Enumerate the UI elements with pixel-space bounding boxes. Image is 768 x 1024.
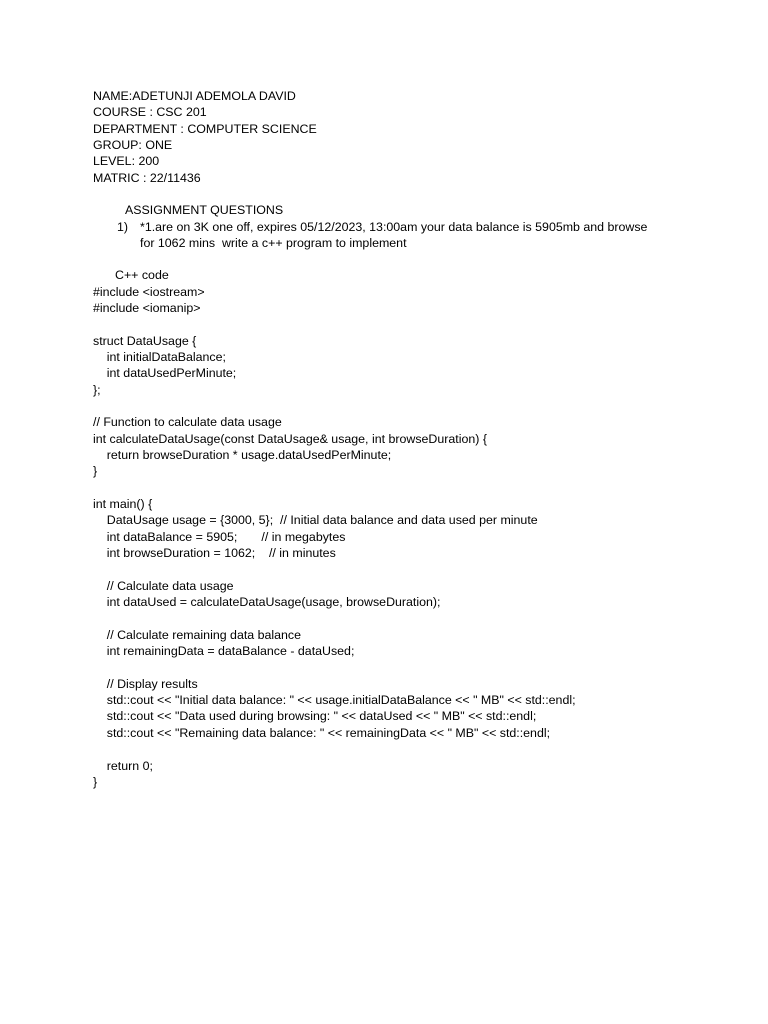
group-line: GROUP: ONE (93, 138, 173, 152)
code-line: // Calculate remaining data balance (93, 628, 302, 642)
code-label: C++ code (115, 268, 169, 282)
code-line: // Calculate data usage (93, 579, 234, 593)
code-line: return browseDuration * usage.dataUsedPerMinute; (93, 448, 392, 462)
matric-line: MATRIC : 22/11436 (93, 171, 201, 185)
code-line: #include <iostream> (93, 285, 205, 299)
code-line: } (93, 464, 98, 478)
code-line: std::cout << "Remaining data balance: " << remainingData << " MB" << std::endl; (93, 726, 551, 740)
code-line: int dataUsedPerMinute; (93, 366, 237, 380)
code-line: int main() { (93, 497, 153, 511)
code-line: }; (93, 383, 101, 397)
code-line: #include <iomanip> (93, 301, 201, 315)
code-line: std::cout << "Data used during browsing: " << dataUsed << " MB" << std::endl; (93, 709, 537, 723)
code-line: DataUsage usage = {3000, 5}; // Initial data balance and data used per minute (93, 513, 538, 527)
code-line: } (93, 775, 98, 789)
code-line: int calculateDataUsage(const DataUsage& usage, int browseDuration) { (93, 432, 487, 446)
code-line: struct DataUsage { (93, 334, 197, 348)
assignment-heading: ASSIGNMENT QUESTIONS (125, 203, 284, 217)
question-number: 1) (117, 220, 129, 234)
department-line: DEPARTMENT : COMPUTER SCIENCE (93, 122, 317, 136)
code-line: // Function to calculate data usage (93, 415, 282, 429)
level-line: LEVEL: 200 (93, 154, 160, 168)
code-line: return 0; (93, 759, 153, 773)
question-text-line-2: for 1062 mins write a c++ program to implement (140, 236, 407, 250)
code-line: int remainingData = dataBalance - dataUsed; (93, 644, 355, 658)
code-line: int browseDuration = 1062; // in minutes (93, 546, 336, 560)
code-line: int dataBalance = 5905; // in megabytes (93, 530, 346, 544)
student-name: NAME:ADETUNJI ADEMOLA DAVID (93, 89, 296, 103)
question-text-line-1: *1.are on 3K one off, expires 05/12/2023, 13:00am your data balance is 5905mb and browse (140, 220, 648, 234)
course-line: COURSE : CSC 201 (93, 105, 207, 119)
code-line: std::cout << "Initial data balance: " << usage.initialDataBalance << " MB" << std::endl; (93, 693, 576, 707)
code-line: int initialDataBalance; (93, 350, 226, 364)
code-line: // Display results (93, 677, 198, 691)
code-line: int dataUsed = calculateDataUsage(usage, browseDuration); (93, 595, 441, 609)
